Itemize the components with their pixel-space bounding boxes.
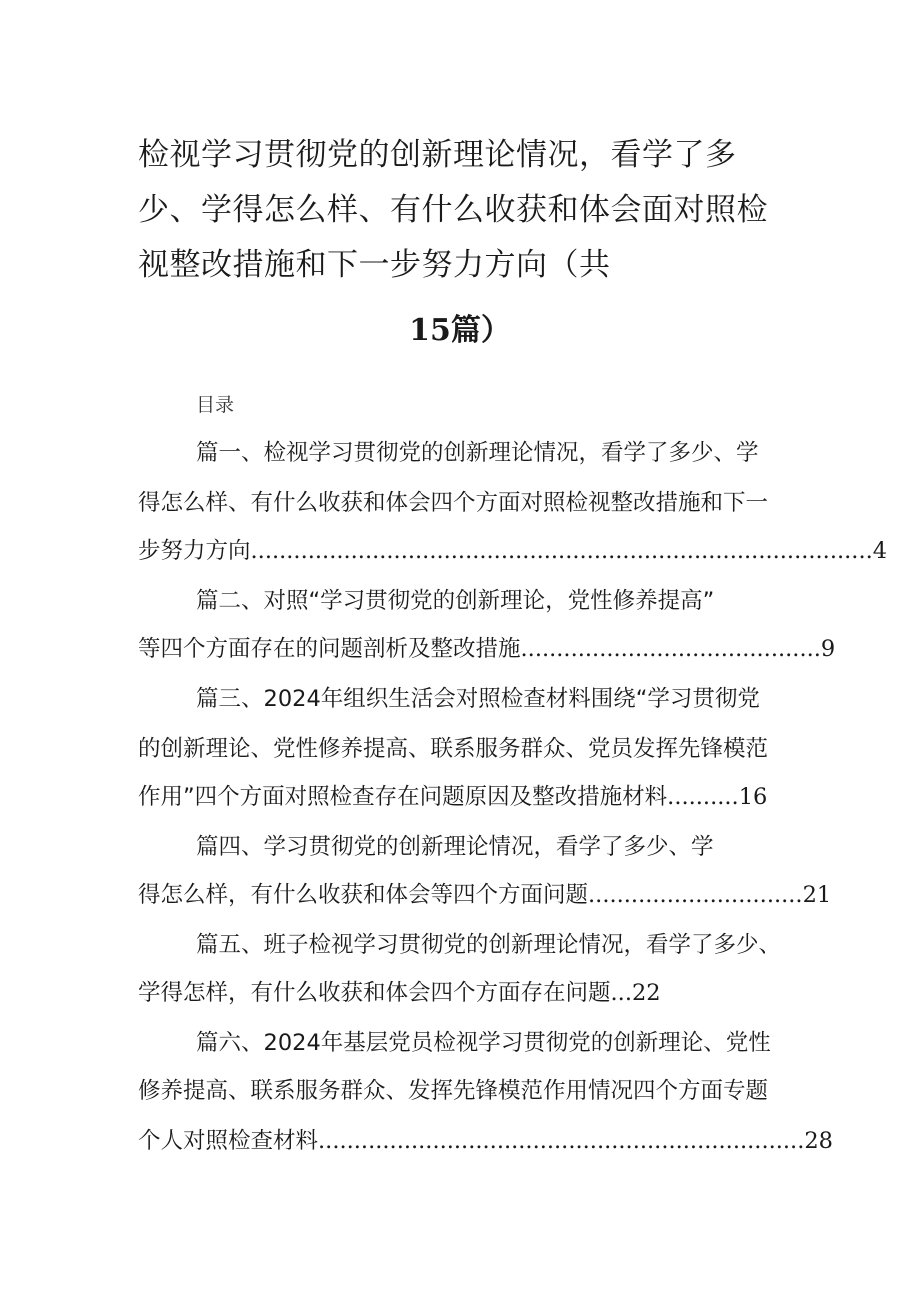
toc-entry-2-text: 等四个方面存在的问题剖析及整改措施 (138, 636, 521, 662)
toc-entry-2-page: 9 (820, 636, 836, 662)
toc-entry-5-line-1[interactable]: 篇五、班子检视学习贯彻党的创新理论情况，看学了多少、 (196, 932, 782, 958)
toc-entry-1-line-1[interactable]: 篇一、检视学习贯彻党的创新理论情况，看学了多少、学 (196, 440, 759, 466)
toc-entry-6-line-3[interactable] (138, 1121, 833, 1161)
toc-entry-1-line-3[interactable] (138, 531, 888, 571)
toc-leader-dots: .................................................................... (318, 1128, 805, 1154)
toc-heading: 目录 (196, 394, 235, 416)
toc-entry-3-line-1[interactable]: 篇三、2024年组织生活会对照检查材料围绕“学习贯彻党 (196, 686, 760, 712)
toc-entry-2-line-1[interactable]: 篇二、对照“学习贯彻党的创新理论，党性修养提高” (196, 588, 715, 614)
toc-entry-6-text: 个人对照检查材料 (138, 1128, 319, 1154)
toc-leader-dots: .......................................... (520, 636, 821, 662)
toc-leader-dots: ... (610, 980, 632, 1006)
toc-leader-dots: .............................. (588, 882, 803, 908)
toc-entry-1-page: 4 (872, 538, 888, 564)
toc-entry-5-text: 学得怎样，有什么收获和体会四个方面存在问题 (138, 980, 611, 1006)
toc-entry-3-line-2[interactable]: 的创新理论、党性修养提高、联系服务群众、党员发挥先锋模范 (138, 736, 769, 762)
toc-entry-3-page: 16 (738, 784, 768, 810)
toc-entry-6-line-1[interactable]: 篇六、2024年基层党员检视学习贯彻党的创新理论、党性 (196, 1030, 771, 1056)
document-title: 检视学习贯彻党的创新理论情况，看学了多少、学得怎么样、有什么收获和体会面对照检视整改措施和下一步努力方向（共 (138, 137, 768, 283)
toc-entry-4-line-1[interactable]: 篇四、学习贯彻党的创新理论情况，看学了多少、学 (196, 834, 714, 860)
toc-entry-5-line-2[interactable] (138, 973, 798, 1013)
toc-entry-4-page: 21 (802, 882, 832, 908)
toc-entry-4-line-2[interactable] (138, 875, 832, 915)
toc-leader-dots: ....................................................................................... (250, 538, 873, 564)
toc-entry-4-text: 得怎么样，有什么收获和体会等四个方面问题 (138, 882, 589, 908)
toc-entry-3-text: 作用”四个方面对照检查存在问题原因及整改措施材料 (138, 784, 668, 810)
toc-entry-5-page: 22 (631, 980, 661, 1006)
toc-entry-3-line-3[interactable] (138, 777, 798, 817)
document-title-count: 15篇） (409, 313, 511, 348)
toc-entry-6-page: 28 (804, 1128, 833, 1154)
toc-entry-1-text: 步努力方向 (138, 538, 251, 564)
toc-entry-2-line-2[interactable] (138, 629, 836, 669)
toc-entry-1-line-2[interactable]: 得怎么样、有什么收获和体会四个方面对照检视整改措施和下一 (138, 490, 769, 516)
toc-leader-dots: .......... (667, 784, 739, 810)
toc-entry-6-line-2[interactable]: 修养提高、联系服务群众、发挥先锋模范作用情况四个方面专题 (138, 1078, 769, 1104)
